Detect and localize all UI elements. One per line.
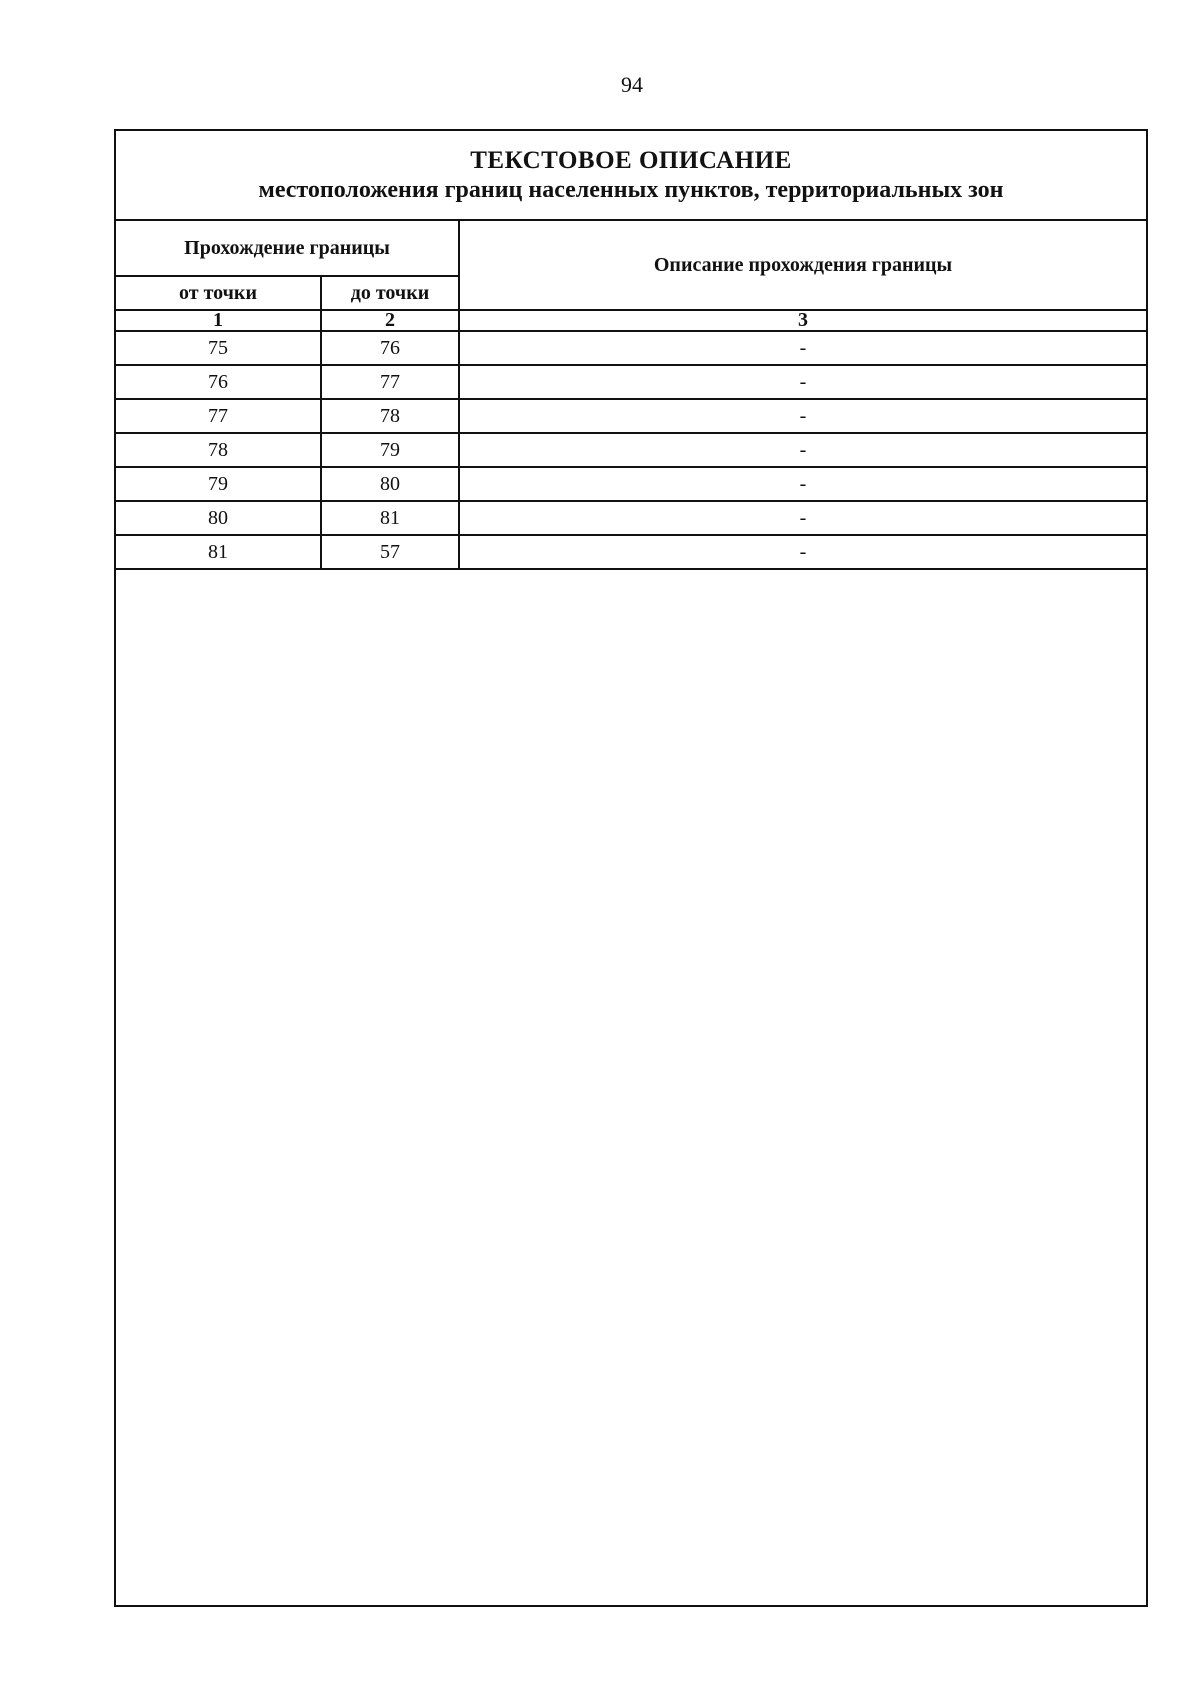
from-point-cell: 77 [116, 399, 321, 433]
description-cell: - [459, 467, 1146, 501]
to-point-cell: 57 [321, 535, 459, 569]
to-point-cell: 76 [321, 331, 459, 365]
column-number: 3 [459, 310, 1146, 331]
to-point-cell: 78 [321, 399, 459, 433]
table-row [116, 501, 1146, 535]
table-row [116, 433, 1146, 467]
table-row [116, 399, 1146, 433]
column-number-row [116, 310, 1146, 331]
document-title: ТЕКСТОВОЕ ОПИСАНИЕ [470, 147, 792, 174]
table-row [116, 535, 1146, 569]
title-block [116, 131, 1146, 221]
to-point-cell: 79 [321, 433, 459, 467]
boundary-table [116, 221, 1146, 570]
document-frame [114, 129, 1148, 1607]
from-point-cell: 80 [116, 501, 321, 535]
header-passage: Прохождение границы [116, 221, 459, 276]
description-cell: - [459, 331, 1146, 365]
column-number: 2 [321, 310, 459, 331]
header-description: Описание прохождения границы [459, 221, 1146, 310]
table-row [116, 365, 1146, 399]
to-point-cell: 77 [321, 365, 459, 399]
from-point-cell: 75 [116, 331, 321, 365]
document-subtitle: местоположения границ населенных пунктов, территориальных зон [258, 177, 1004, 203]
description-cell: - [459, 535, 1146, 569]
description-cell: - [459, 399, 1146, 433]
column-number: 1 [116, 310, 321, 331]
to-point-cell: 80 [321, 467, 459, 501]
header-to-point: до точки [321, 276, 459, 310]
page-number: 94 [621, 72, 643, 97]
description-cell: - [459, 501, 1146, 535]
to-point-cell: 81 [321, 501, 459, 535]
description-cell: - [459, 433, 1146, 467]
from-point-cell: 76 [116, 365, 321, 399]
from-point-cell: 81 [116, 535, 321, 569]
table-row [116, 331, 1146, 365]
table-row [116, 467, 1146, 501]
from-point-cell: 79 [116, 467, 321, 501]
from-point-cell: 78 [116, 433, 321, 467]
description-cell: - [459, 365, 1146, 399]
header-from-point: от точки [116, 276, 321, 310]
